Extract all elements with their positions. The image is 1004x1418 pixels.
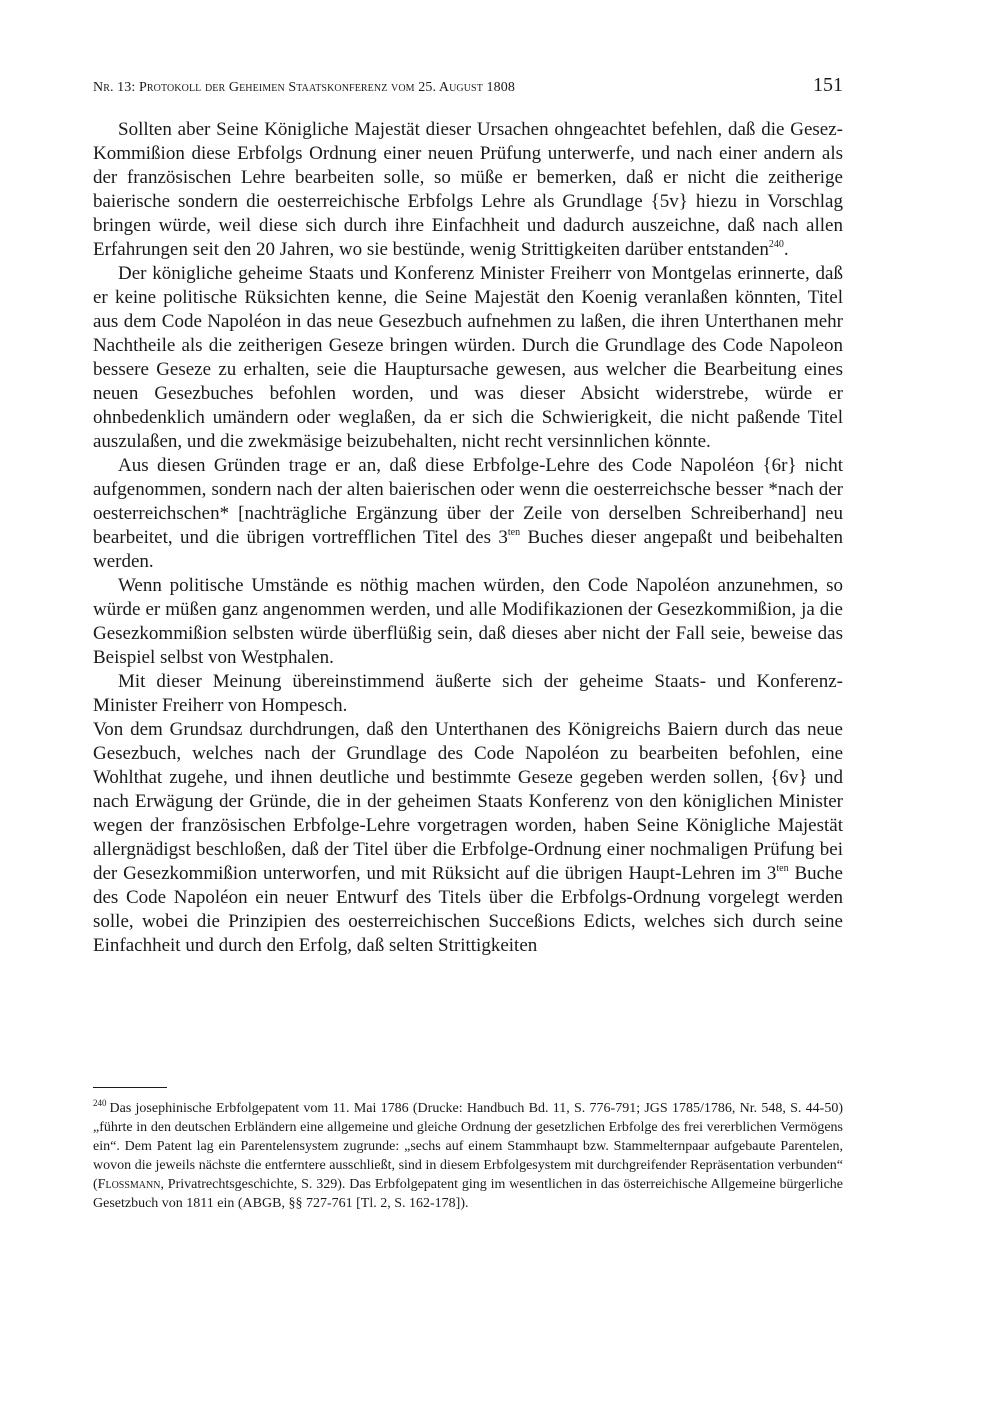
main-text <box>93 118 843 958</box>
decree-text-a: Von dem Grundsaz durchdrungen, daß den Unterthanen des Königreichs Baiern durch das neue Gesezbuch, welches nach der Grundlage des Code Napoléon zu bearbeiten befohlen, eine Wohlthat zugehe, und ihnen deutliche und bestimmte Geseze gegeben werden sollen, {6v} und nach Erwägung der Gründe, die in der geheimen Staats Konferenz von den königlichen Minister wegen der französischen Erbfolge-Lehre vorgetragen worden, haben Seine Königliche Majestät allergnädigst beschloßen, daß der Titel über die Erbfolge-Ordnung einer nochmaligen Prüfung bei der Gesezkommißion unterworfen, und mit Rüksicht auf die übrigen Haupt-Lehren im 3 <box>93 719 843 884</box>
footnote-240 <box>93 1099 843 1213</box>
paragraph-3 <box>93 454 843 574</box>
decree-paragraph <box>93 718 843 958</box>
paragraph-4: Wenn politische Umstände es nöthig machen würden, den Code Napoléon anzunehmen, so würde er müßen ganz angenommen werden, und alle Modifikazionen der Gesezkommißion, ja die Gesezkommißion selbsten würde überflüßig sein, daß dieses aber nicht der Fall seie, beweise das Beispiel selbst von Westphalen. <box>93 575 843 668</box>
footnote-paragraph <box>93 1099 843 1213</box>
footnote-reference[interactable]: 240 <box>768 239 784 250</box>
paragraph-5: Mit dieser Meinung übereinstimmend äußerte sich der geheime Staats- und Konferenz-Minister Freiherr von Hompesch. <box>93 671 843 716</box>
paragraph-1 <box>93 118 843 262</box>
paragraph-2: Der königliche geheime Staats und Konferenz Minister Freiherr von Montgelas erinnerte, daß er keine politische Rüksichten kenne, die Seine Majestät den Koenig veranlaßen könnten, Titel aus dem Code Napoléon in das neue Gesezbuch aufnehmen zu laßen, die ihren Unterthanen mehr Nachtheile als die zeitherigen Geseze bringen würden. Durch die Grundlage des Code Napoleon bessere Geseze zu erhalten, seie die Hauptursache gewesen, aus welcher die Bearbeitung eines neuen Gesezbuches befohlen worden, und was dieser Absicht widerstrebe, würde er ohnbedenklich umändern oder weglaßen, da er sich die Schwierigkeit, die nicht paßende Titel auszulaßen, und die zwekmäsige beizubehalten, nicht recht versinnlichen könnte. <box>93 263 843 452</box>
running-header <box>93 74 843 100</box>
paragraph-1-end: . <box>783 239 789 260</box>
paragraph-1-text: Sollten aber Seine Königliche Majestät dieser Ursachen ohngeachtet befehlen, daß die Gesez-Kommißion diese Erbfolgs Ordnung einer neuen Prüfung unterwerfe, und nach einer andern als der französischen Lehre bearbeiten solle, so müße er bemerken, daß er nicht die zeitherige baierische sondern die oesterreichische Erbfolgs Lehre als Grundlage {5v} hiezu in Vorschlag bringen würde, weil diese sich durch ihre Einfachheit und dadurch auszeichne, daß nach allen Erfahrungen seit den 20 Jahren, wo sie bestünde, wenig Strittigkeiten darüber entstanden <box>93 119 843 260</box>
decree-text-b: Buche des Code Napoléon ein neuer Entwurf des Titels über die Erbfolgs-Ordnung vorgelegt werden solle, wobei die Prinzipien des oesterreichischen Succeßions Edicts, welches sich durch seine Einfachheit und durch den Erfolg, daß selten Strittigkeiten <box>93 863 843 956</box>
header-title <box>93 80 515 96</box>
paragraph-3-text-b: Buches dieser angepaßt und beibehalten werden. <box>93 527 843 572</box>
header-number: Nr. 13: <box>93 80 139 95</box>
footnote-text-b: , Privatrechtsgeschichte, S. 329). Das Erbfolgepatent ging im wesentlichen in das österreichische Allgemeine bürgerliche Gesetzbuch von 1811 ein (ABGB, §§ 727-761 [Tl. 2, S. 162-178]). <box>93 1177 843 1211</box>
footnote-author: Flossmann <box>97 1177 161 1192</box>
paragraph-3-text-a: Aus diesen Gründen trage er an, daß diese Erbfolge-Lehre des Code Napoléon {6r} nicht aufgenommen, sondern nach der alten baierischen oder wenn die oesterreichsche besser *nach der oesterreichschen* [nachträgliche Ergänzung über der Zeile von derselben Schreiberhand] neu bearbeitet, und die übrigen vortrefflichen Titel des 3 <box>93 455 843 548</box>
page-number: 151 <box>813 74 843 96</box>
header-text: Protokoll der Geheimen Staatskonferenz vom 25. August 1808 <box>138 80 515 95</box>
footnote-number: 240 <box>93 1098 107 1108</box>
paragraph-3-superscript: ten <box>507 527 521 538</box>
footnote-separator <box>93 1087 167 1088</box>
decree-superscript: ten <box>776 863 789 874</box>
footnote-text-a: Das josephinische Erbfolgepatent vom 11. Mai 1786 (Drucke: Handbuch Bd. 11, S. 776-791; JGS 1785/1786, Nr. 548, S. 44-50) „führte in den deutschen Erbländern eine allgemeine und gleiche Ordnung der gesetzlichen Erbfolge des frei vererblichen Vermögens ein“. Dem Patent lag ein Parentelensystem zugrunde: „sechs auf einem Stammhaupt bzw. Stammelternpaar aufgebaute Parentelen, wovon die jeweils nächste die entferntere ausschließt, sind in diesem Erbfolgesystem mit durchgreifender Repräsentation verbunden“ ( <box>93 1101 843 1192</box>
